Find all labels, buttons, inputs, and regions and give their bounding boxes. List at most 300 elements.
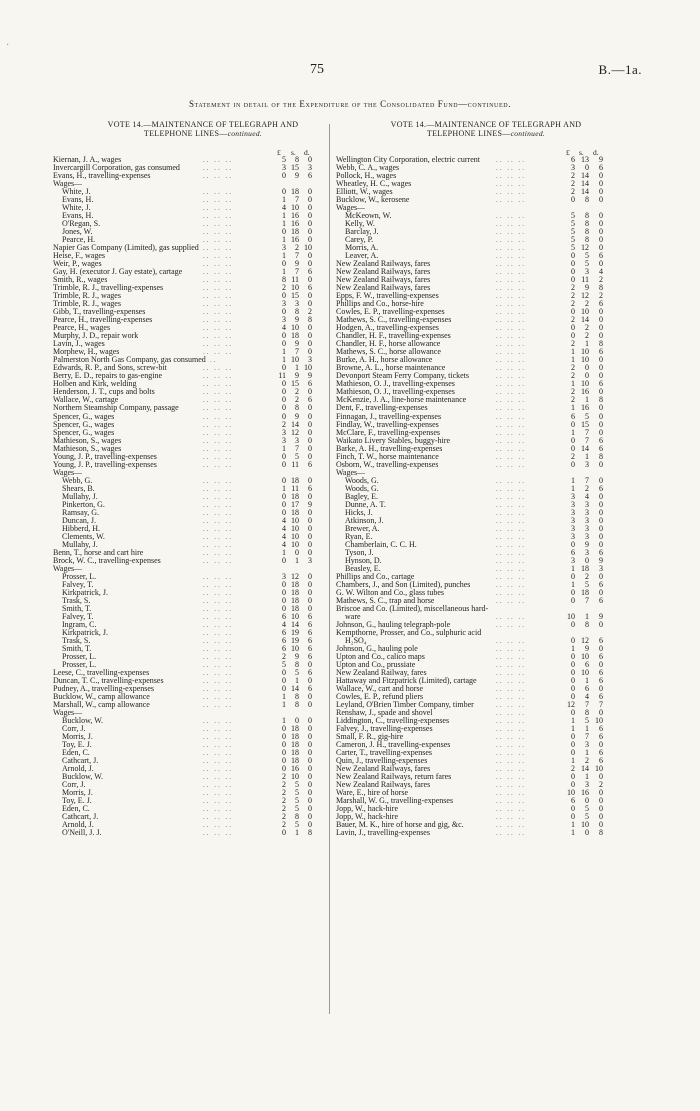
leader-dots: .. .. .. bbox=[203, 797, 233, 806]
amount-pence: 0 bbox=[599, 523, 603, 533]
amount-pence: 7 bbox=[599, 700, 603, 710]
leader-dots: .. .. .. bbox=[496, 268, 526, 277]
amount-pence: 0 bbox=[308, 748, 312, 758]
amount-shillings: 3 bbox=[585, 740, 589, 750]
entry-description: Finnagan, J., travelling-expenses bbox=[336, 412, 442, 421]
amount-pounds: 4 bbox=[282, 531, 286, 541]
entry-description: Young, J. P., travelling-expenses bbox=[53, 460, 157, 469]
amount-pounds: 0 bbox=[571, 659, 575, 669]
amount-pounds: 0 bbox=[282, 403, 286, 413]
amount-pence: 9 bbox=[308, 371, 312, 381]
leader-dots: .. .. .. bbox=[203, 460, 233, 469]
right-vote-heading bbox=[336, 120, 636, 148]
amount-shillings: 9 bbox=[295, 339, 299, 349]
amount-pence: 0 bbox=[308, 772, 312, 782]
amount-pounds: 0 bbox=[571, 259, 575, 269]
amount-shillings: 19 bbox=[291, 635, 299, 645]
leader-dots: .. .. .. bbox=[496, 636, 526, 645]
entry-row bbox=[336, 461, 636, 469]
amount-shillings: 18 bbox=[291, 748, 299, 758]
amount-pounds: 0 bbox=[571, 267, 575, 277]
amount-pence: 0 bbox=[308, 579, 312, 589]
amount-shillings: 16 bbox=[581, 403, 589, 413]
amount-pounds: 6 bbox=[571, 155, 575, 164]
leader-dots: .. .. .. bbox=[203, 717, 233, 726]
entry-description: Trask, S. bbox=[62, 596, 91, 605]
entry-description: Gay, H. (executor J. Gay estate), cartage bbox=[53, 268, 183, 277]
leader-dots: .. .. .. bbox=[496, 196, 526, 205]
leader-dots: .. .. .. bbox=[203, 556, 233, 565]
amount-pounds: 0 bbox=[282, 748, 286, 758]
amount-pounds: 2 bbox=[282, 812, 286, 822]
amount-pence: 0 bbox=[308, 451, 312, 461]
amount-shillings: 2 bbox=[585, 299, 589, 309]
amount-shillings: 8 bbox=[295, 403, 299, 413]
leader-dots: .. .. .. bbox=[203, 644, 233, 653]
amount-shillings: 5 bbox=[585, 716, 589, 726]
amount-pence: 2 bbox=[308, 307, 312, 317]
leader-dots: .. .. .. bbox=[203, 436, 233, 445]
leader-dots: .. .. .. bbox=[496, 404, 526, 413]
entry-description: Browne, A. L., horse maintenance bbox=[336, 364, 446, 373]
entry-description: Holben and Kirk, welding bbox=[53, 380, 137, 389]
leader-dots: .. .. .. bbox=[496, 725, 526, 734]
amount-shillings: 8 bbox=[585, 708, 589, 718]
amount-pence: 0 bbox=[308, 812, 312, 822]
entry-row bbox=[336, 717, 636, 725]
entry-description: Chambers, J., and Son (Limited), punches bbox=[336, 580, 471, 589]
amount-pounds: 1 bbox=[282, 443, 286, 453]
amount-pence: 6 bbox=[308, 379, 312, 389]
amount-pence: 0 bbox=[308, 219, 312, 229]
right-heading-line2 bbox=[336, 129, 636, 138]
amount-pounds: 0 bbox=[571, 275, 575, 285]
amount-shillings: 3 bbox=[295, 435, 299, 445]
leader-dots: .. .. .. bbox=[203, 252, 233, 261]
amount-shillings: 3 bbox=[585, 515, 589, 525]
entry-description: Leese, C., travelling-expenses bbox=[53, 669, 150, 677]
amount-pounds: 0 bbox=[571, 419, 575, 429]
leader-dots: .. .. .. bbox=[203, 204, 233, 213]
amount-shillings: 16 bbox=[291, 235, 299, 245]
amount-shillings: 8 bbox=[585, 195, 589, 205]
entry-description: Woods, G. bbox=[345, 476, 379, 485]
entry-description: Clements, W. bbox=[62, 532, 105, 541]
amount-shillings: 10 bbox=[291, 355, 299, 365]
amount-pence: 2 bbox=[599, 275, 603, 285]
amount-pence: 10 bbox=[595, 764, 603, 774]
leader-dots: .. .. .. bbox=[203, 396, 233, 405]
leader-dots: .. .. .. bbox=[203, 188, 233, 197]
entry-description: Duncan, T. C., travelling-expenses bbox=[53, 677, 164, 686]
entry-row bbox=[336, 613, 636, 621]
amount-pounds: 0 bbox=[282, 555, 286, 565]
amount-pence: 6 bbox=[308, 643, 312, 653]
entry-row bbox=[53, 557, 353, 565]
leader-dots: .. .. .. bbox=[496, 260, 526, 269]
entry-description: Mathews, S. C., horse allowance bbox=[336, 348, 441, 357]
amount-pounds: 3 bbox=[282, 435, 286, 445]
amount-pounds: 0 bbox=[282, 507, 286, 517]
amount-shillings: 0 bbox=[585, 555, 589, 565]
entry-description: Palmerston North Gas Company, gas consumed bbox=[53, 356, 206, 365]
amount-pence: 6 bbox=[308, 395, 312, 405]
entry-description: Evans, H. bbox=[62, 212, 94, 221]
entry-description: Finch, T. W., horse maintenance bbox=[336, 452, 439, 461]
entry-row bbox=[336, 557, 636, 565]
left-heading-line2-text: TELEPHONE LINES— bbox=[143, 129, 228, 138]
amount-pence: 6 bbox=[599, 756, 603, 766]
amount-shillings: 18 bbox=[291, 507, 299, 517]
amount-shillings: 11 bbox=[581, 275, 589, 285]
entry-row bbox=[336, 821, 636, 829]
leader-dots: .. .. .. bbox=[203, 156, 233, 164]
amount-pounds: 0 bbox=[282, 411, 286, 421]
left-entries bbox=[53, 156, 353, 837]
amount-shillings: 3 bbox=[585, 531, 589, 541]
amount-shillings: 10 bbox=[581, 355, 589, 365]
amount-pence: 0 bbox=[599, 427, 603, 437]
entry-description: ware bbox=[345, 612, 361, 621]
entry-description: Mathieson, S., wages bbox=[53, 444, 122, 453]
amount-pounds: 3 bbox=[571, 531, 575, 541]
amount-pence: 2 bbox=[599, 780, 603, 790]
amount-pence: 0 bbox=[308, 347, 312, 357]
amount-pounds: 10 bbox=[567, 788, 575, 798]
leader-dots: .. .. .. bbox=[496, 164, 526, 173]
entry-description: McClare, F., travelling-expenses bbox=[336, 428, 440, 437]
entry-description: O'Neill, J. J. bbox=[62, 829, 102, 838]
amount-shillings: 1 bbox=[295, 555, 299, 565]
amount-pence: 6 bbox=[599, 732, 603, 742]
amount-pence: 0 bbox=[308, 523, 312, 533]
amount-shillings: 7 bbox=[585, 700, 589, 710]
entry-row bbox=[336, 260, 636, 268]
entry-description: New Zealand Railways, fares bbox=[336, 260, 431, 269]
entry-row bbox=[336, 797, 636, 805]
entry-description: Morris, J. bbox=[62, 733, 93, 742]
amount-shillings: 11 bbox=[291, 459, 299, 469]
amount-pounds: 2 bbox=[571, 451, 575, 461]
leader-dots: .. .. .. bbox=[496, 660, 526, 669]
entry-description: Elliott, W., wages bbox=[336, 188, 393, 197]
leader-dots: .. .. .. bbox=[203, 380, 233, 389]
entry-description: Ramsay, G. bbox=[62, 508, 100, 517]
amount-pence: 6 bbox=[308, 283, 312, 293]
amount-pence: 0 bbox=[308, 227, 312, 237]
amount-pounds: 6 bbox=[282, 643, 286, 653]
amount-pence: 0 bbox=[308, 515, 312, 525]
leader-dots: .. .. .. bbox=[496, 308, 526, 317]
entry-description: Prosser, L. bbox=[62, 652, 97, 661]
leader-dots: .. .. .. bbox=[496, 332, 526, 341]
leader-dots: .. .. .. bbox=[203, 725, 233, 734]
leader-dots: .. .. .. bbox=[496, 436, 526, 445]
leader-dots: .. .. .. bbox=[203, 612, 233, 621]
amount-shillings: 10 bbox=[581, 379, 589, 389]
amount-pounds: 0 bbox=[571, 323, 575, 333]
leader-dots: .. .. .. bbox=[203, 516, 233, 525]
amount-pounds: 0 bbox=[282, 307, 286, 317]
leader-dots: .. .. .. bbox=[203, 492, 233, 501]
leader-dots: .. .. .. bbox=[203, 508, 233, 517]
entry-description: Bagley, E. bbox=[345, 492, 379, 501]
amount-shillings: 10 bbox=[581, 668, 589, 677]
amount-pounds: 0 bbox=[282, 668, 286, 677]
amount-pounds: 2 bbox=[571, 291, 575, 301]
amount-shillings: 12 bbox=[581, 291, 589, 301]
amount-shillings: 5 bbox=[295, 804, 299, 814]
leader-dots: .. .. .. bbox=[496, 797, 526, 806]
amount-shillings: 8 bbox=[585, 211, 589, 221]
amount-pounds: 0 bbox=[571, 331, 575, 341]
amount-shillings: 2 bbox=[585, 483, 589, 493]
entry-row bbox=[336, 332, 636, 340]
amount-shillings: 14 bbox=[291, 619, 299, 629]
entry-description: Pollock, H., wages bbox=[336, 172, 397, 181]
amount-pence: 0 bbox=[599, 235, 603, 245]
leader-dots: .. .. .. bbox=[496, 356, 526, 365]
amount-pence: 0 bbox=[599, 515, 603, 525]
amount-pounds: 1 bbox=[571, 355, 575, 365]
amount-shillings: 1 bbox=[295, 828, 299, 838]
amount-pence: 6 bbox=[308, 668, 312, 677]
amount-pence: 0 bbox=[599, 219, 603, 229]
entry-description: Mathieson, O. J., travelling-expenses bbox=[336, 388, 455, 397]
entry-row bbox=[336, 413, 636, 421]
entry-row bbox=[336, 429, 636, 437]
left-heading-line1: VOTE 14.—MAINTENANCE OF TELEGRAPH AND bbox=[107, 120, 299, 129]
leader-dots: .. .. .. bbox=[203, 669, 233, 677]
amount-pounds: 11 bbox=[278, 371, 286, 381]
entry-row bbox=[336, 693, 636, 701]
entry-row bbox=[336, 421, 636, 429]
amount-pounds: 2 bbox=[571, 171, 575, 181]
amount-shillings: 12 bbox=[291, 427, 299, 437]
leader-dots: .. .. .. bbox=[203, 548, 233, 557]
entry-description: Mullahy, J. bbox=[62, 492, 98, 501]
entry-description: Kelly, W. bbox=[345, 220, 375, 229]
leader-dots: .. .. .. bbox=[496, 396, 526, 405]
entry-description: Kirkpatrick, J. bbox=[62, 588, 108, 597]
amount-shillings: 0 bbox=[295, 547, 299, 557]
amount-pence: 0 bbox=[308, 740, 312, 750]
amount-pence: 0 bbox=[308, 716, 312, 726]
entry-description: Carey, P. bbox=[345, 236, 374, 245]
entry-description: Corr, J. bbox=[62, 781, 86, 790]
entry-row bbox=[336, 525, 636, 533]
amount-shillings: 5 bbox=[295, 780, 299, 790]
entry-description: Spencer, G., wages bbox=[53, 412, 115, 421]
amount-pounds: 6 bbox=[571, 796, 575, 806]
amount-shillings: 18 bbox=[581, 587, 589, 597]
leader-dots: .. .. .. bbox=[203, 572, 233, 581]
entry-description: O'Regan, S. bbox=[62, 220, 101, 229]
entry-row bbox=[336, 156, 636, 164]
entry-description: Quin, J., travelling-expenses bbox=[336, 757, 428, 766]
amount-pence: 0 bbox=[308, 595, 312, 605]
amount-shillings: 8 bbox=[585, 619, 589, 629]
amount-shillings: 14 bbox=[581, 171, 589, 181]
amount-pounds: 1 bbox=[571, 475, 575, 485]
amount-shillings: 17 bbox=[291, 499, 299, 509]
amount-pence: 0 bbox=[599, 772, 603, 782]
amount-shillings: 9 bbox=[295, 259, 299, 269]
amount-pence: 8 bbox=[599, 828, 603, 838]
entry-description: Ware, E., hire of horse bbox=[336, 789, 408, 798]
amount-pence: 0 bbox=[599, 459, 603, 469]
amount-shillings: 18 bbox=[291, 491, 299, 501]
leader-dots: .. .. .. bbox=[203, 596, 233, 605]
amount-pence: 0 bbox=[599, 619, 603, 629]
amount-pence: 8 bbox=[599, 283, 603, 293]
amount-shillings: 9 bbox=[295, 315, 299, 325]
amount-pence: 0 bbox=[308, 756, 312, 766]
amount-shillings: 8 bbox=[585, 227, 589, 237]
amount-shillings: 5 bbox=[585, 812, 589, 822]
amount-pounds: 0 bbox=[571, 772, 575, 782]
amount-pence: 8 bbox=[308, 828, 312, 838]
entry-description: Toy, E. J. bbox=[62, 797, 92, 806]
amount-pence: 3 bbox=[308, 555, 312, 565]
amount-shillings: 7 bbox=[295, 251, 299, 261]
entry-description: Kirkpatrick, J. bbox=[62, 628, 108, 637]
amount-pounds: 0 bbox=[571, 195, 575, 205]
amount-pence: 0 bbox=[308, 155, 312, 164]
entry-description: Bucklow, W., camp allowance bbox=[53, 693, 150, 702]
entry-row bbox=[336, 453, 636, 461]
entry-description: Cameron, J. H., travelling-expenses bbox=[336, 741, 451, 750]
amount-shillings: 16 bbox=[291, 764, 299, 774]
entry-row bbox=[336, 493, 636, 501]
amount-pounds: 0 bbox=[282, 339, 286, 349]
amount-pence: 0 bbox=[308, 796, 312, 806]
amount-shillings: 10 bbox=[291, 283, 299, 293]
leader-dots: .. .. .. bbox=[203, 484, 233, 493]
leader-dots: .. .. .. bbox=[203, 420, 233, 429]
leader-dots: .. .. .. bbox=[496, 364, 526, 373]
amount-pence: 0 bbox=[599, 820, 603, 830]
amount-shillings: 0 bbox=[585, 363, 589, 373]
amount-shillings: 4 bbox=[585, 491, 589, 501]
amount-shillings: 2 bbox=[585, 323, 589, 333]
leader-dots: .. .. .. bbox=[203, 212, 233, 221]
amount-pounds: 12 bbox=[567, 700, 575, 710]
amount-shillings: 18 bbox=[291, 603, 299, 613]
amount-shillings: 1 bbox=[585, 748, 589, 758]
amount-shillings: 1 bbox=[295, 676, 299, 686]
amount-pounds: 5 bbox=[571, 211, 575, 221]
entry-row bbox=[336, 637, 636, 645]
amount-pounds: 0 bbox=[571, 740, 575, 750]
amount-pence: 0 bbox=[308, 331, 312, 341]
entry-row bbox=[336, 356, 636, 364]
entry-description: Wages— bbox=[53, 564, 83, 573]
amount-pence: 0 bbox=[599, 243, 603, 253]
amount-pence: 6 bbox=[599, 547, 603, 557]
amount-shillings: 3 bbox=[585, 523, 589, 533]
entry-row bbox=[336, 284, 636, 292]
leader-dots: .. .. .. bbox=[496, 244, 526, 253]
entry-row bbox=[336, 733, 636, 741]
amount-shillings: 1 bbox=[585, 772, 589, 782]
amount-shillings: 16 bbox=[581, 387, 589, 397]
entry-description: Phillips and Co., cartage bbox=[336, 572, 415, 581]
amount-pence: 0 bbox=[308, 235, 312, 245]
amount-shillings: 9 bbox=[295, 411, 299, 421]
leader-dots: .. .. .. bbox=[496, 781, 526, 790]
amount-pence: 0 bbox=[599, 371, 603, 381]
entry-row bbox=[336, 364, 636, 372]
amount-pounds: 1 bbox=[571, 403, 575, 413]
entry-description: Carter, T., travelling-expenses bbox=[336, 749, 433, 758]
entry-description: Hynson, D. bbox=[345, 556, 382, 565]
entry-description: Pearce, H. bbox=[62, 236, 96, 245]
amount-shillings: 18 bbox=[291, 756, 299, 766]
entry-row bbox=[336, 220, 636, 228]
amount-pence: 0 bbox=[599, 179, 603, 189]
amount-pence: 6 bbox=[599, 651, 603, 661]
amount-pounds: 0 bbox=[282, 459, 286, 469]
amount-pence: 6 bbox=[599, 595, 603, 605]
amount-pence: 0 bbox=[308, 659, 312, 669]
leader-dots: .. .. .. bbox=[496, 789, 526, 798]
amount-shillings: 18 bbox=[291, 579, 299, 589]
leader-dots: .. .. .. bbox=[203, 236, 233, 245]
leader-dots: .. .. .. bbox=[496, 524, 526, 533]
amount-pence: 0 bbox=[308, 435, 312, 445]
amount-pounds: 0 bbox=[282, 764, 286, 774]
entry-description: Woods, G. bbox=[345, 484, 379, 493]
amount-pounds: 8 bbox=[282, 275, 286, 285]
amount-pence: 0 bbox=[599, 387, 603, 397]
entry-description: Wallace, W., cart and horse bbox=[336, 685, 424, 694]
amount-pence: 6 bbox=[599, 299, 603, 309]
amount-pounds: 6 bbox=[571, 411, 575, 421]
amount-pounds: 0 bbox=[571, 732, 575, 742]
leader-dots: .. .. .. bbox=[496, 516, 526, 525]
leader-dots: .. .. .. bbox=[496, 420, 526, 429]
leader-dots: .. .. .. bbox=[203, 693, 233, 702]
amount-pence: 10 bbox=[304, 243, 312, 253]
amount-shillings: 4 bbox=[585, 692, 589, 702]
leader-dots: .. .. .. bbox=[203, 660, 233, 669]
amount-pounds: 0 bbox=[282, 227, 286, 237]
amount-shillings: 5 bbox=[295, 820, 299, 830]
amount-shillings: 2 bbox=[585, 756, 589, 766]
entry-description: Ingram, C. bbox=[62, 620, 97, 629]
leader-dots: .. .. .. bbox=[496, 428, 526, 437]
entry-description: Spencer, G., wages bbox=[53, 428, 115, 437]
amount-pence: 6 bbox=[599, 676, 603, 686]
amount-pence: 0 bbox=[599, 259, 603, 269]
amount-pounds: 1 bbox=[282, 700, 286, 710]
amount-pounds: 0 bbox=[571, 459, 575, 469]
amount-pounds: 4 bbox=[282, 515, 286, 525]
entry-description: Trimble, R. J., travelling-expenses bbox=[53, 284, 164, 293]
amount-pounds: 0 bbox=[571, 435, 575, 445]
amount-pence: 8 bbox=[308, 315, 312, 325]
leader-dots: .. .. .. bbox=[496, 733, 526, 742]
entry-description: Chandler, H. F., horse allowance bbox=[336, 340, 441, 349]
amount-pence: 0 bbox=[599, 403, 603, 413]
entry-description: Smith, R., wages bbox=[53, 276, 108, 285]
entry-description: Jones, W. bbox=[62, 228, 93, 237]
amount-pounds: 0 bbox=[282, 171, 286, 181]
entry-description: Wages— bbox=[53, 180, 83, 189]
amount-shillings: 15 bbox=[291, 379, 299, 389]
leader-dots: .. .. .. bbox=[203, 821, 233, 830]
